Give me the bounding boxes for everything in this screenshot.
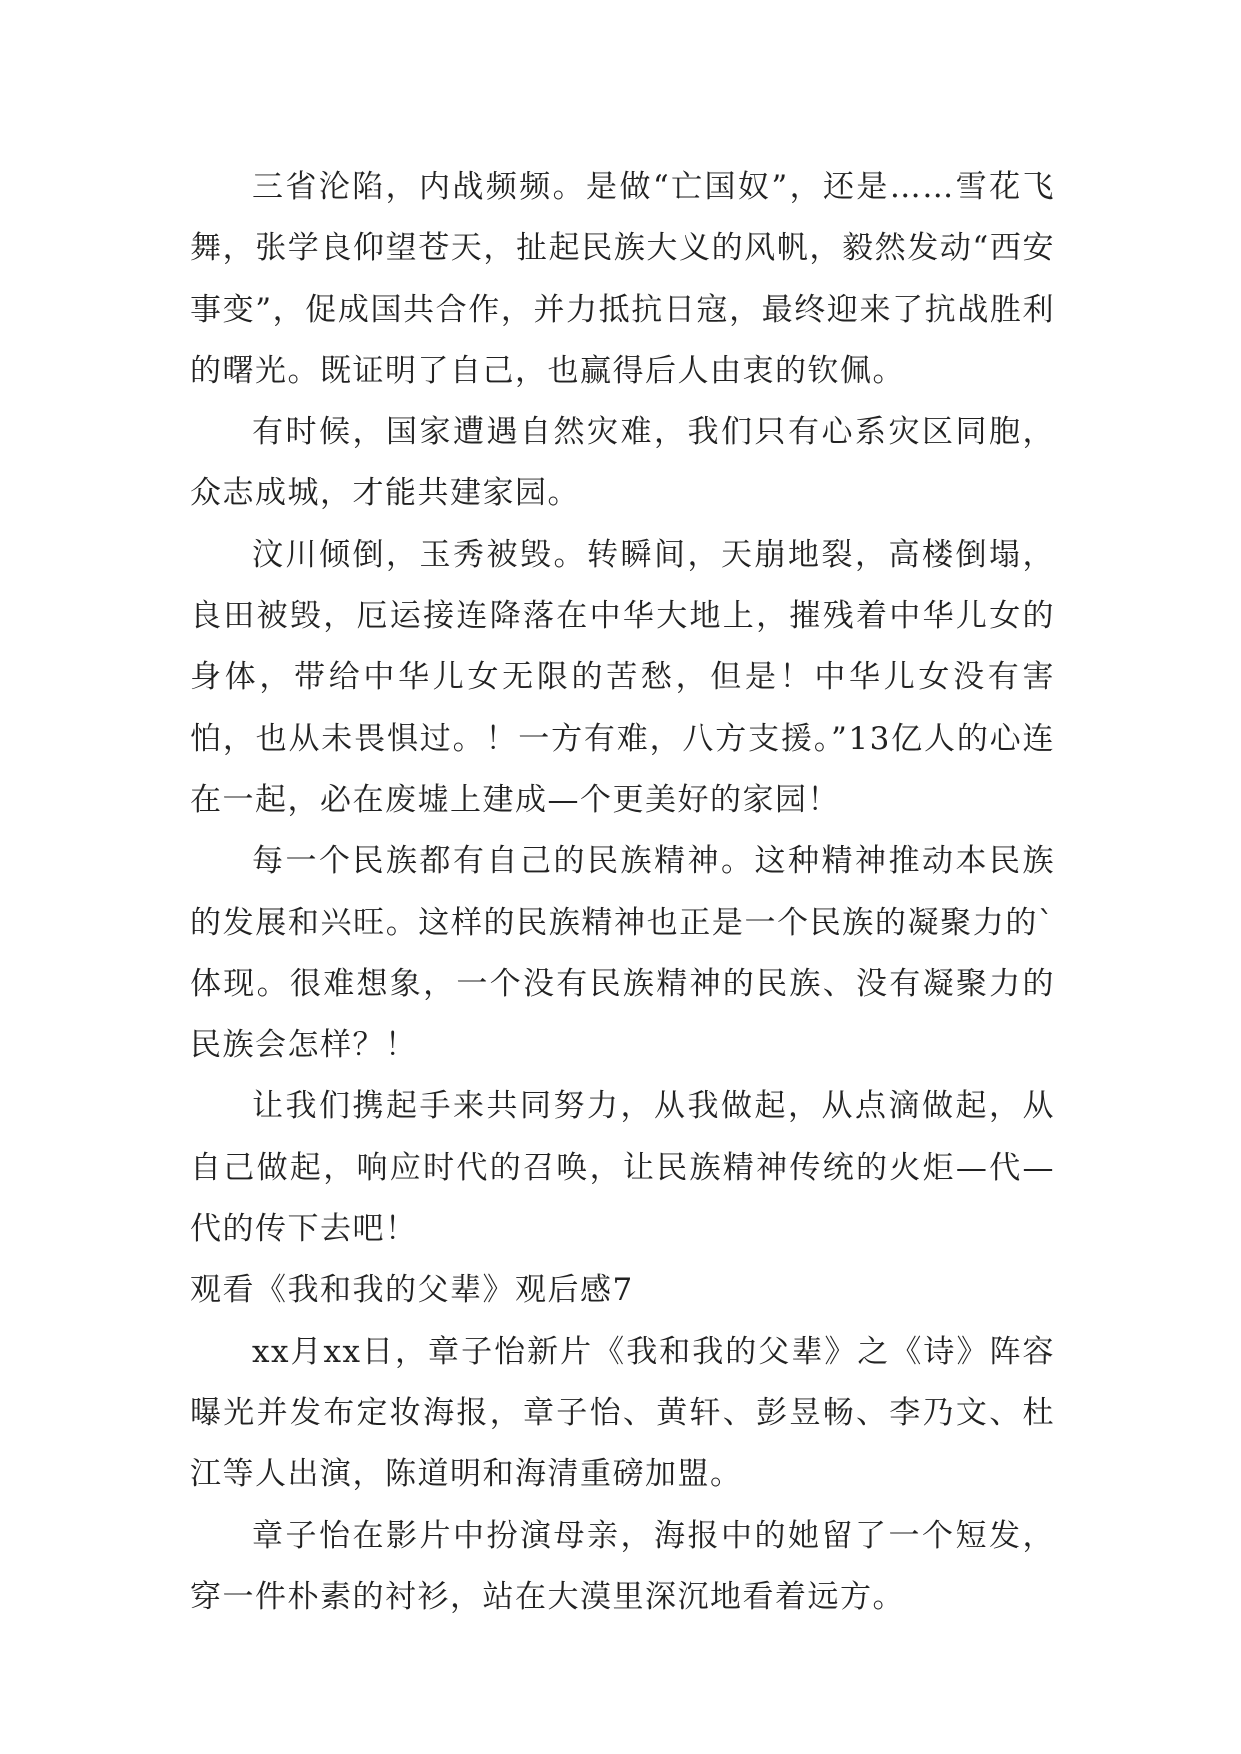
paragraph-national-spirit: 每一个民族都有自己的民族精神。这种精神推动本民族的发展和兴旺。这样的民族精神也正是一个民族的凝聚力的`体现。很难想象，一个没有民族精神的民族、没有凝聚力的民族会怎样？！ [190, 843, 1055, 1064]
paragraph-natural-disaster: 有时候，国家遭遇自然灾难，我们只有心系灾区同胞，众志成城，才能共建家园。 [190, 414, 1055, 512]
paragraph-xian-incident: 三省沦陷，内战频频。是做“亡国奴”，还是……雪花飞舞，张学良仰望苍天，扯起民族大义的风帆，毅然发动“西安事变”，促成国共合作，并力抵抗日寇，最终迎来了抗战胜利的曙光。既证明了自己，也赢得后人由衷的钦佩。 [190, 169, 1055, 389]
paragraph-wenchuan: 汶川倾倒，玉秀被毁。转瞬间，天崩地裂，高楼倒塌，良田被毁，厄运接连降落在中华大地上，摧残着中华儿女的身体，带给中华儿女无限的苦愁，但是！中华儿女没有害怕，也从未畏惧过。！一方有难，八方支援。”13亿人的心连在一起，必在废墟上建成—个更美好的家园！ [190, 536, 1055, 818]
paragraph-call-to-action: 让我们携起手来共同努力，从我做起，从点滴做起，从自己做起，响应时代的召唤，让民族精神传统的火炬—代—代的传下去吧！ [190, 1088, 1055, 1248]
paragraph-poster-description: 章子怡在影片中扮演母亲，海报中的她留了一个短发，穿一件朴素的衬衫，站在大漠里深沉地看着远方。 [190, 1517, 1055, 1615]
section-heading: 观看《我和我的父辈》观后感7 [190, 1272, 634, 1309]
document-body [190, 157, 1055, 1628]
paragraph-film-cast: xx月xx日，章子怡新片《我和我的父辈》之《诗》阵容曝光并发布定妆海报，章子怡、黄轩、彭昱畅、李乃文、杜江等人出演，陈道明和海清重磅加盟。 [190, 1333, 1055, 1493]
